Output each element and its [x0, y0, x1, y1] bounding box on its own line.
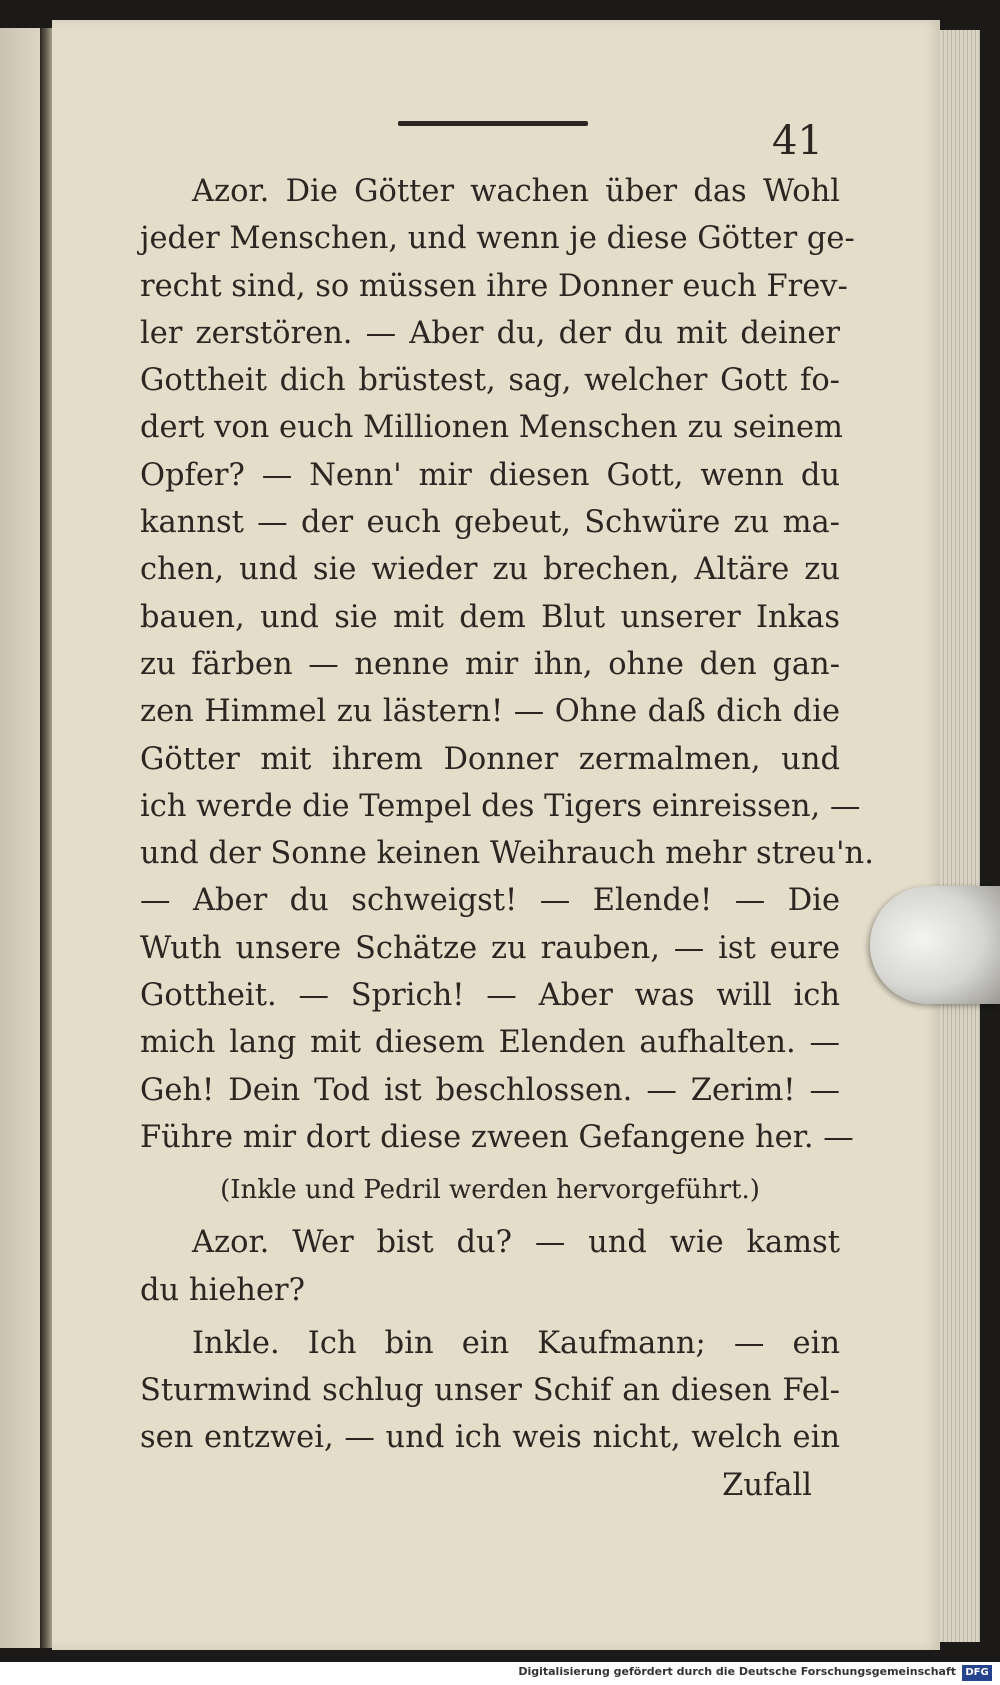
dfg-logo-icon: DFG — [962, 1665, 992, 1681]
page-text — [140, 168, 874, 1509]
text-line: Gottheit. — Sprich! — Aber was will ich — [140, 978, 840, 1014]
text-line: mich lang mit diesem Elenden aufhalten. — — [140, 1025, 840, 1061]
text-line: Geh! Dein Tod ist beschlossen. — Zerim! — — [140, 1072, 840, 1108]
text-line: recht sind, so müssen ihre Donner euch Frev- — [140, 268, 848, 304]
text-line: Opfer? — Nenn' mir diesen Gott, wenn du — [140, 457, 840, 493]
catchword: Zufall — [722, 1467, 812, 1503]
text-line: kannst — der euch gebeut, Schwüre zu ma- — [140, 505, 840, 541]
text-line: chen, und sie wieder zu brechen, Altäre zu — [140, 552, 840, 588]
text-line: Wuth unsere Schätze zu rauben, — ist eure — [140, 930, 840, 966]
speech-line: sen entzwei, — und ich weis nicht, welch ein — [140, 1420, 840, 1456]
footer-bar — [0, 1662, 1000, 1685]
page-clip — [870, 886, 1000, 1004]
text-line: Führe mir dort diese zween Gefangene her. — — [140, 1119, 854, 1155]
text-line: zen Himmel zu lästern! — Ohne daß dich die — [140, 694, 840, 730]
speech-line: Inkle. Ich bin ein Kaufmann; — ein — [192, 1325, 840, 1361]
text-line: Gottheit dich brüstest, sag, welcher Gott fo- — [140, 363, 840, 399]
text-line: zu färben — nenne mir ihn, ohne den gan- — [140, 646, 840, 682]
footer-credit: Digitalisierung gefördert durch die Deutsche Forschungsgemeinschaft — [518, 1665, 956, 1678]
previous-page-edge — [0, 28, 40, 1648]
text-line: ich werde die Tempel des Tigers einreissen, — — [140, 788, 861, 824]
text-line: — Aber du schweigst! — Elende! — Die — [140, 883, 840, 919]
speech-line: du hieher? — [140, 1272, 305, 1308]
text-line: Azor. Die Götter wachen über das Wohl — [192, 174, 840, 209]
stage-direction: (Inkle und Pedril werden hervorgeführt.) — [220, 1175, 760, 1206]
text-line: dert von euch Millionen Menschen zu seinem — [140, 410, 843, 446]
text-line: bauen, und sie mit dem Blut unserer Inkas — [140, 599, 840, 635]
page-number: 41 — [772, 118, 823, 164]
text-line: jeder Menschen, und wenn je diese Götter ge- — [140, 221, 855, 257]
text-line: und der Sonne keinen Weihrauch mehr streu'n. — [140, 836, 874, 872]
text-line: Götter mit ihrem Donner zermalmen, und — [140, 741, 840, 777]
speech-line: Azor. Wer bist du? — und wie kamst — [192, 1225, 840, 1261]
speech-line: Sturmwind schlug unser Schif an diesen Fel- — [140, 1373, 840, 1409]
header-rule — [398, 121, 588, 126]
page-stack-edge — [940, 30, 980, 1642]
text-line: ler zerstören. — Aber du, der du mit deiner — [140, 315, 840, 351]
